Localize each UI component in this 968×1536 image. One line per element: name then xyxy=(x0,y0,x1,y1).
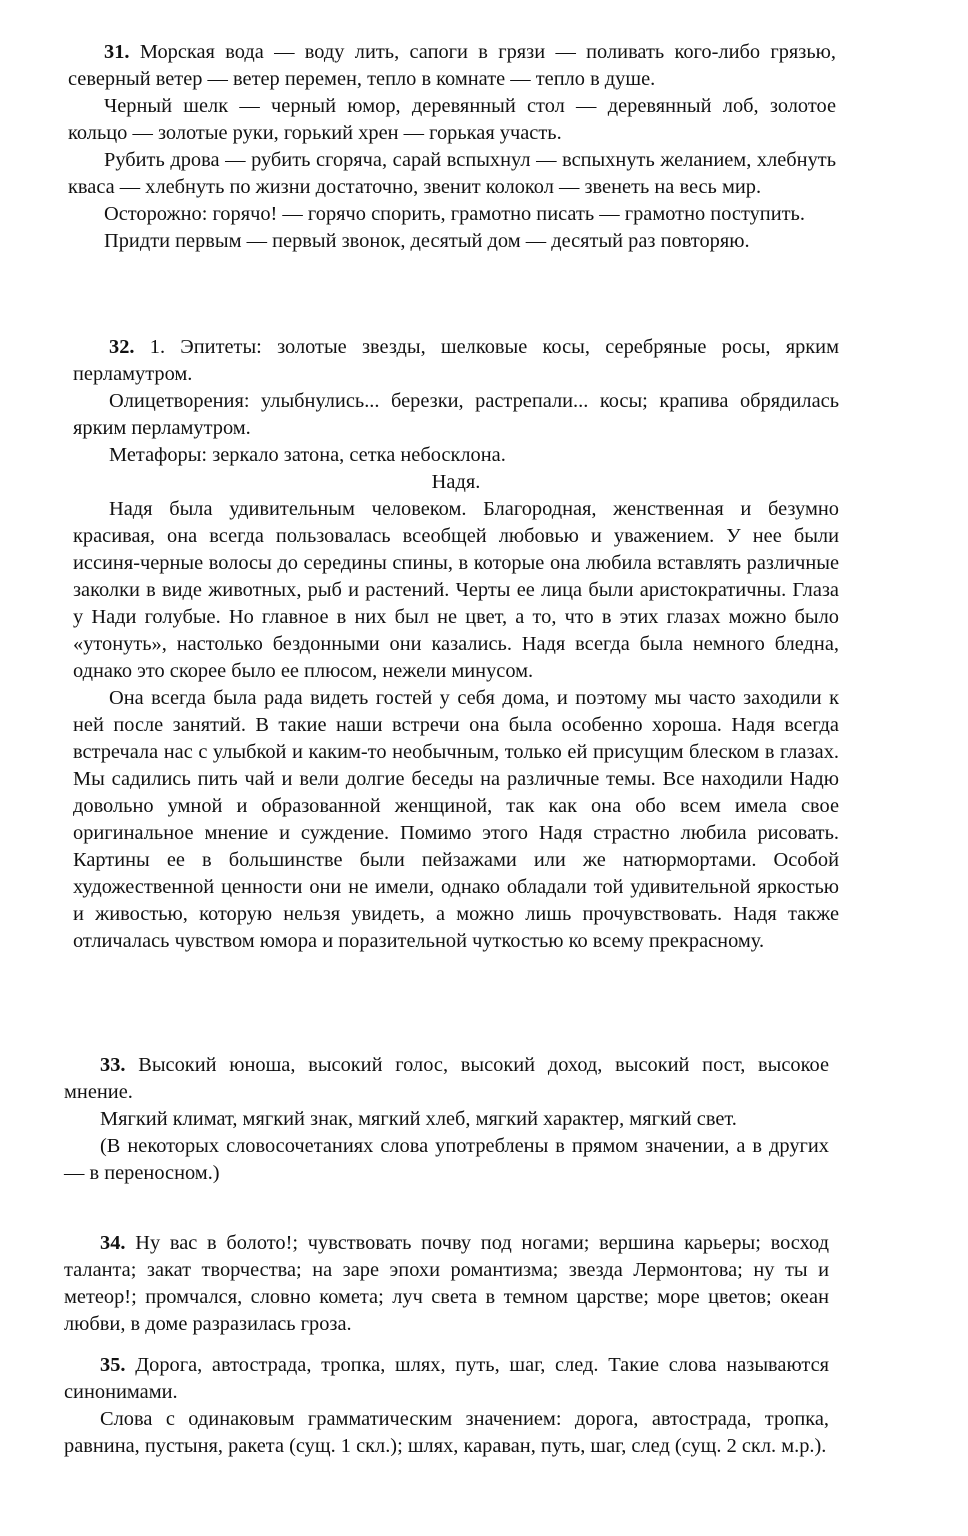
s31-paragraph-3: Рубить дрова — рубить сгоряча, сарай вспыхнул — вспыхнуть желанием, хлебнуть кваса — хлебнуть по жизни достаточно, звенит колокол — звенеть на весь мир. xyxy=(68,149,836,198)
s34-text-1: Ну вас в болото!; чувствовать почву под ногами; вершина карьеры; восход таланта; закат творчества; на заре эпохи романтизма; звезда Лермонтова; ну ты и метеор!; промчался, словно комета; луч света в темном царстве; море цветов; океан любви, в доме разразилась гроза. xyxy=(64,1232,829,1335)
s35-paragraph-1 xyxy=(64,1352,829,1406)
s31-text-1: Морская вода — воду лить, сапоги в грязи — поливать кого-либо грязью, северный ветер — ветер перемен, тепло в комнате — тепло в душе. xyxy=(68,41,836,90)
s34-number: 34. xyxy=(100,1232,126,1254)
essay-title: Надя. xyxy=(431,471,481,493)
s32-paragraph-4: Надя была удивительным человеком. Благородная, женственная и безумно красивая, она всегда пользовалась всеобщей любовью и уважением. У нее были иссиня-черные волосы до середины спины, в которые она любила вставлять различные заколки в виде животных, рыб и растений. Черты ее лица были аристократичны. Глаза у Нади голубые. Но главное в них был не цвет, а то, что в этих глазах можно было «утонуть», настолько бездонными они казались. Надя всегда была немного бледна, однако это скорее было ее плюсом, нежели минусом. xyxy=(73,498,839,682)
s33-paragraph-2: Мягкий климат, мягкий знак, мягкий хлеб, мягкий характер, мягкий свет. xyxy=(100,1108,737,1130)
section-34 xyxy=(64,1230,829,1338)
s32-number: 32. xyxy=(109,336,135,358)
s32-paragraph-1 xyxy=(73,334,839,388)
s35-text-1: Дорога, автострада, тропка, шлях, путь, шаг, след. Такие слова называются синонимами. xyxy=(64,1354,829,1403)
section-33 xyxy=(64,1052,829,1187)
s31-paragraph-5: Придти первым — первый звонок, десятый дом — десятый раз повторяю. xyxy=(104,230,750,252)
s31-paragraph-1 xyxy=(68,39,836,93)
section-31 xyxy=(68,39,836,255)
s33-text-1: Высокий юноша, высокий голос, высокий доход, высокий пост, высокое мнение. xyxy=(64,1054,829,1103)
s34-paragraph-1 xyxy=(64,1230,829,1338)
s32-paragraph-3: Метафоры: зеркало затона, сетка небосклона. xyxy=(109,444,506,466)
s32-paragraph-2: Олицетворения: улыбнулись... березки, растрепали... косы; крапива обрядилась ярким перламутром. xyxy=(73,390,839,439)
s33-number: 33. xyxy=(100,1054,126,1076)
s31-paragraph-4: Осторожно: горячо! — горячо спорить, грамотно писать — грамотно поступить. xyxy=(104,203,805,225)
s32-paragraph-5: Она всегда была рада видеть гостей у себя дома, и поэтому мы часто заходили к ней после занятий. В такие наши встречи она была особенно хороша. Надя всегда встречала нас с улыбкой и каким-то необычным, только ей присущим блеском в глазах. Мы садились пить чай и вели долгие беседы на различные темы. Все находили Надю довольно умной и образованной женщиной, так как она обо всем имела свое оригинальное мнение и суждение. Помимо этого Надя страстно любила рисовать. Картины ее в большинстве были пейзажами или же натюрмортами. Особой художественной ценности они не имели, однако обладали той удивительной яркостью и живостью, которую нельзя увидеть, а можно лишь прочувствовать. Надя также отличалась чувством юмора и поразительной чуткостью ко всему прекрасному. xyxy=(73,687,839,952)
s32-text-1: 1. Эпитеты: золотые звезды, шелковые косы, серебряные росы, ярким перламутром. xyxy=(73,336,839,385)
s31-number: 31. xyxy=(104,41,130,63)
s33-paragraph-3: (В некоторых словосочетаниях слова употреблены в прямом значении, а в других — в переносном.) xyxy=(64,1135,829,1184)
s31-paragraph-2: Черный шелк — черный юмор, деревянный стол — деревянный лоб, золотое кольцо — золотые руки, горький хрен — горькая участь. xyxy=(68,95,836,144)
s35-number: 35. xyxy=(100,1354,126,1376)
section-32 xyxy=(73,334,839,955)
s33-paragraph-1 xyxy=(64,1052,829,1106)
section-35 xyxy=(64,1352,829,1460)
s35-paragraph-2: Слова с одинаковым грамматическим значением: дорога, автострада, тропка, равнина, пустыня, ракета (сущ. 1 скл.); шлях, караван, путь, шаг, след (сущ. 2 скл. м.р.). xyxy=(64,1408,829,1457)
